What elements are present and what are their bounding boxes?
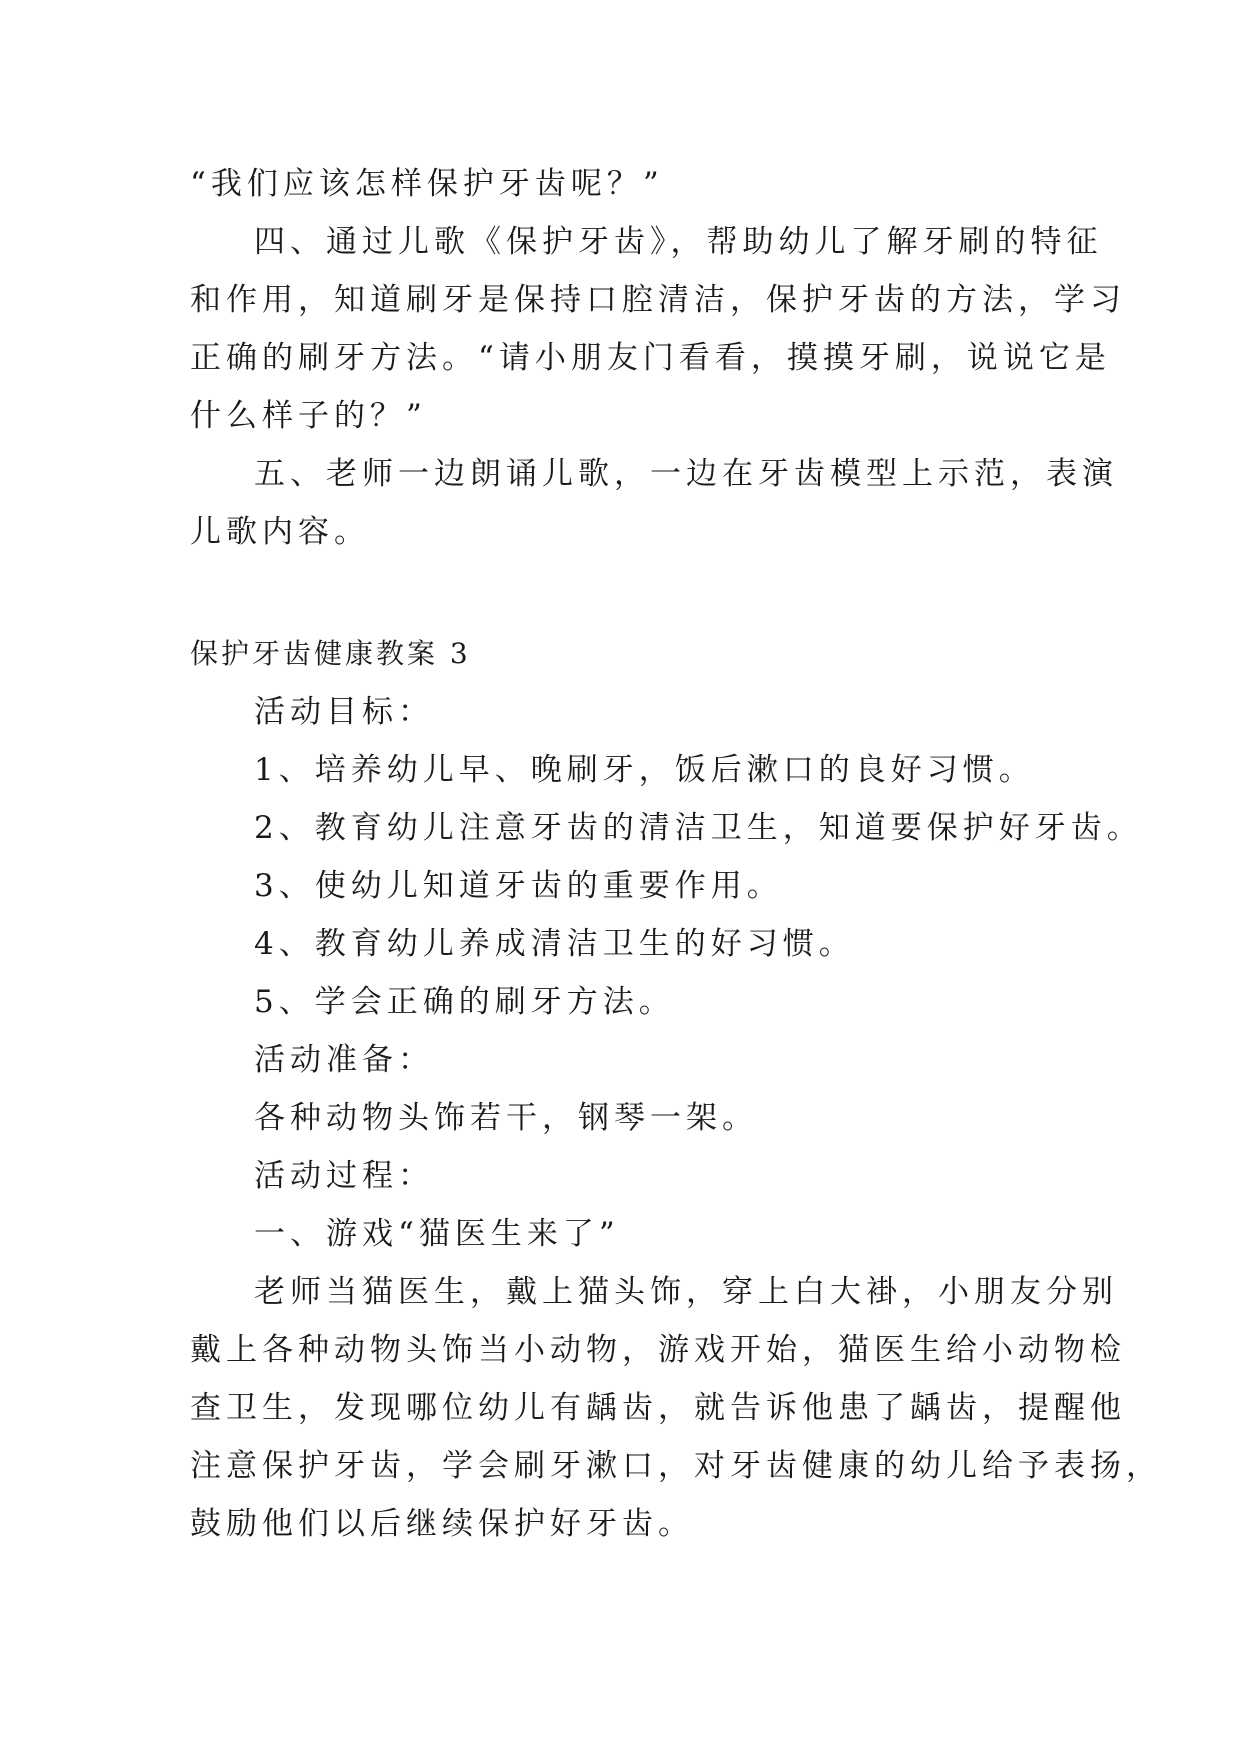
goal-item: 1、培养幼儿早、晚刷牙，饭后漱口的良好习惯。 xyxy=(254,752,1035,788)
section-gap xyxy=(190,561,1070,625)
goal-item: 4、教育幼儿养成清洁卫生的好习惯。 xyxy=(254,926,855,962)
document-body xyxy=(190,155,1162,1553)
step1-line-2: 戴上各种动物头饰当小动物，游戏开始，猫医生给小动物检 xyxy=(190,1332,1126,1368)
prep-heading: 活动准备： xyxy=(254,1042,434,1078)
goals-heading: 活动目标： xyxy=(254,694,434,730)
process-heading: 活动过程： xyxy=(254,1158,434,1194)
prep-text: 各种动物头饰若干，钢琴一架。 xyxy=(254,1100,758,1136)
step1-line-3: 查卫生，发现哪位幼儿有龋齿，就告诉他患了龋齿，提醒他 xyxy=(190,1390,1126,1426)
step4-line-4: 什么样子的？” xyxy=(190,398,427,434)
plan-title: 保护牙齿健康教案 3 xyxy=(190,637,471,670)
step5-line-2: 儿歌内容。 xyxy=(190,514,370,550)
question-line: “我们应该怎样保护牙齿呢？” xyxy=(190,166,664,202)
goal-item: 3、使幼儿知道牙齿的重要作用。 xyxy=(254,868,783,904)
goal-item: 2、教育幼儿注意牙齿的清洁卫生，知道要保护好牙齿。 xyxy=(254,810,1143,846)
step5-line-1: 五、老师一边朗诵儿歌，一边在牙齿模型上示范，表演 xyxy=(254,456,1118,492)
step1-line-4: 注意保护牙齿，学会刷牙漱口，对牙齿健康的幼儿给予表扬， xyxy=(190,1448,1162,1484)
step4-line-2: 和作用，知道刷牙是保持口腔清洁，保护牙齿的方法，学习 xyxy=(190,282,1126,318)
step1-line-1: 老师当猫医生，戴上猫头饰，穿上白大褂，小朋友分别 xyxy=(254,1274,1118,1310)
goal-item: 5、学会正确的刷牙方法。 xyxy=(254,984,675,1020)
step1-line-5: 鼓励他们以后继续保护好牙齿。 xyxy=(190,1506,694,1542)
step4-line-3: 正确的刷牙方法。“请小朋友门看看，摸摸牙刷，说说它是 xyxy=(190,340,1111,376)
step4-line-1: 四、通过儿歌《保护牙齿》，帮助幼儿了解牙刷的特征 xyxy=(254,224,1103,260)
step1-title: 一、游戏“猫医生来了” xyxy=(254,1216,620,1252)
